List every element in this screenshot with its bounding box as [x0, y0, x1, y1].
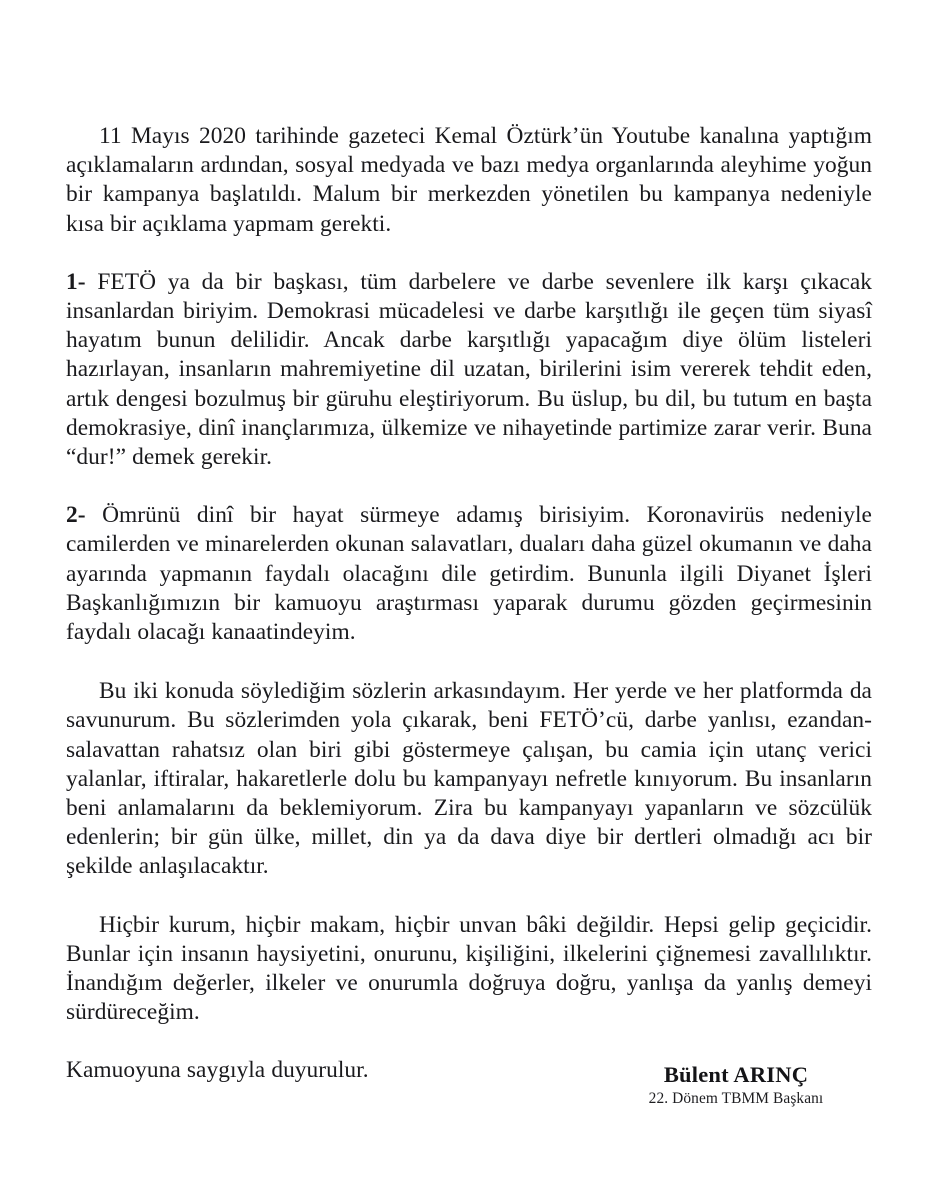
paragraph-statement	[66, 677, 872, 881]
paragraph-item-2	[66, 501, 872, 647]
list-marker-2: 2-	[66, 502, 86, 529]
paragraph-closing-remarks-text: Hiçbir kurum, hiçbir makam, hiçbir unvan bâki değildir. Hepsi gelip geçicidir. Bunlar için insanın haysiyetini, onurunu, kişiliğini, ilkelerini çiğnemesi zavallılıktır. İnandığım değerler, ilkeler ve onurumla doğruya doğru, yanlışa da yanlış demeyi sürdüreceğim.	[66, 911, 872, 1026]
paragraph-spacer	[66, 472, 872, 501]
signature-block	[596, 1062, 876, 1109]
paragraph-spacer	[66, 239, 872, 268]
signature-name: Bülent ARINÇ	[663, 1062, 809, 1087]
signature-title: 22. Dönem TBMM Başkanı	[648, 1090, 824, 1107]
list-marker-1: 1-	[66, 268, 86, 295]
paragraph-public-notice-text: Kamuoyuna saygıyla duyurulur.	[66, 1057, 369, 1084]
paragraph-item-1	[66, 268, 872, 472]
paragraph-intro	[66, 122, 872, 239]
paragraph-spacer	[66, 647, 872, 677]
paragraph-spacer	[66, 1027, 872, 1056]
paragraph-spacer	[66, 882, 872, 911]
paragraph-closing-remarks	[66, 911, 872, 1028]
document-body	[66, 122, 872, 1086]
paragraph-statement-text: Bu iki konuda söylediğim sözlerin arkasındayım. Her yerde ve her platformda da savunurum. Bu sözlerimden yola çıkarak, beni FETÖ’cü, darbe yanlısı, ezandan-salavattan rahatsız olan biri gibi göstermeye çalışan, bu camia için utanç verici yalanlar, iftiralar, hakaretlerle dolu bu kampanyayı nefretle kınıyorum. Bu insanların beni anlamalarını da beklemiyorum. Zira bu kampanyayı yapanların ve sözcülük edenlerin; bir gün ülke, millet, din ya da dava diye bir dertleri olmadığı acı bir şekilde anlaşılacaktır.	[66, 678, 872, 880]
paragraph-intro-text: 11 Mayıs 2020 tarihinde gazeteci Kemal Öztürk’ün Youtube kanalına yaptığım açıklamaların ardından, sosyal medyada ve bazı medya organlarında aleyhime yoğun bir kampanya başlatıldı. Malum bir merkezden yönetilen bu kampanya nedeniyle kısa bir açıklama yapmam gerekti.	[66, 123, 872, 237]
paragraph-item-2-text: Ömrünü dinî bir hayat sürmeye adamış birisiyim. Koronavirüs nedeniyle camilerden ve minarelerden okunan salavatları, duaları daha güzel okumanın ve daha ayarında yapmanın faydalı olacağını dile getirdim. Bununla ilgili Diyanet İşleri Başkanlığımızın bir kamuoyu araştırması yaparak durumu gözden geçirmesinin faydalı olacağı kanaatindeyim.	[66, 502, 872, 646]
paragraph-item-1-text: FETÖ ya da bir başkası, tüm darbelere ve darbe sevenlere ilk karşı çıkacak insanlardan biriyim. Demokrasi mücadelesi ve darbe karşıtlığı ile geçen tüm siyasî hayatım bunun delilidir. Ancak darbe karşıtlığı yapacağım diye ölüm listeleri hazırlayan, insanların mahremiyetine dil uzatan, birilerini isim vererek tehdit eden, artık dengesi bozulmuş bir güruhu eleştiriyorum. Bu üslup, bu dil, bu tutum en başta demokrasiye, dinî inançlarımıza, ülkemize ve nihayetinde partimize zarar verir. Buna “dur!” demek gerekir.	[66, 268, 872, 471]
